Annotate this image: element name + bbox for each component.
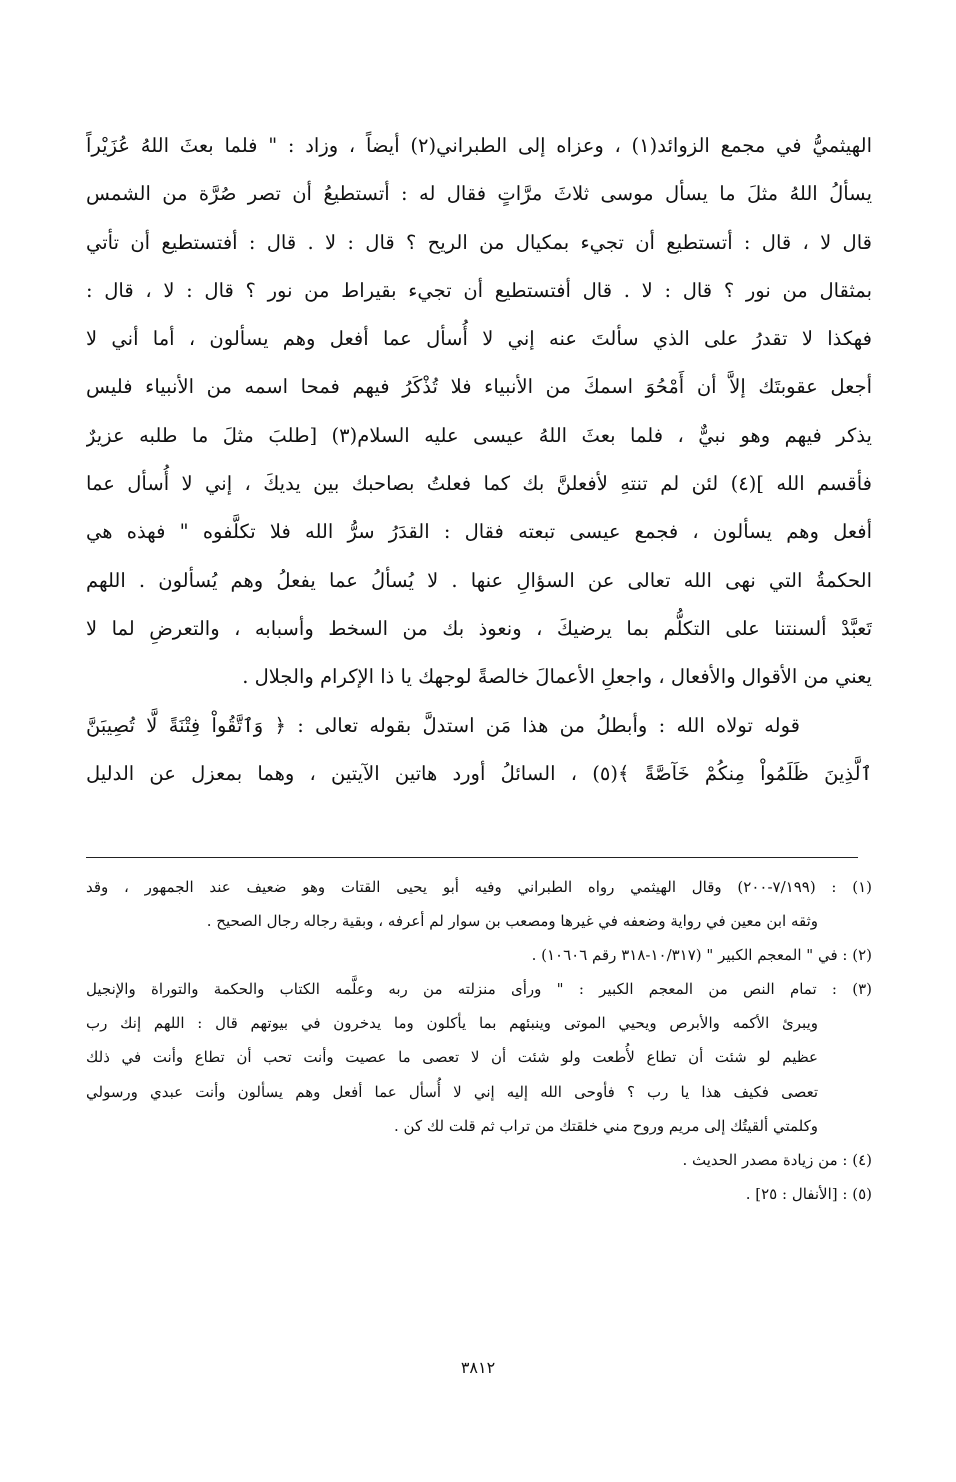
footnote-line: تعصى فكيف هذا يا رب ؟ فأوحى الله إليه إني لا أُسأل عما أفعل وهم يسألون وأنت عبدي ورسولي (86, 1082, 818, 1101)
body-line: يذكر فيهم وهو نبيٌّ ، فلما بعثَ اللهُ عيسى عليه السلام(٣) [طلبَ مثلَ ما طلبه عزيرٌ (86, 423, 872, 447)
footnote-line: عظيم لو شئت أن تطاع لأُطعت ولو شئت أن لا تعصى ما عصيت وأنت تحب أن تطاع وأنت في ذلك (86, 1048, 818, 1067)
body-line: ٱلَّذِينَ ظَلَمُواْ مِنكُمْ خَآصَّةً ﴾(٥) ، السائلُ أورد هاتين الآيتين ، وهما بمعزل عن الدليل (86, 761, 872, 785)
footnote-line: (٢) : في " المعجم الكبير " (١٠/٣١٧-٣١٨ رقم ١٠٦٠٦) . (531, 946, 872, 965)
footnotes-section (86, 870, 872, 1211)
body-line: الحكمةُ التي نهى الله تعالى عن السؤالِ عنها . لا يُسألُ عما يفعلُ وهم يُسألون . اللهم (86, 568, 872, 592)
body-line: الهيثميُّ في مجمع الزوائد(١) ، وعزاه إلى الطبراني(٢) أيضاً ، وزاد : " فلما بعثَ اللهُ عُزَيْراً (86, 134, 872, 157)
body-line: قال لا ، قال : أتستطيع أن تجيء بمكيال من الريح ؟ قال : لا . قال : أفتستطيع أن تأتي (86, 230, 872, 254)
body-line: أفعل وهم يسألون ، فجمع عيسى تبعته فقال : القدَرُ سرُّ الله فلا تكلَّفوه " فهذه هي (86, 520, 872, 544)
body-line: أجعل عقوبتَك إلاَّ أن أَمْحُوَ اسمكَ من الأنبياء فلا تُذْكَرُ فيهم فمحا اسمه من الأنبياء فليس (86, 375, 872, 399)
footnote-line: (١) : (٧/١٩٩-٢٠٠) وقال الهيثمي رواه الطبراني وفيه أبو يحيى القتات وهو ضعيف عند الجمهور ، وقد (86, 878, 872, 896)
body-line: بمثقال من نور ؟ قال : لا . قال أفتستطيع أن تجيء بقيراط من نور ؟ قال : لا ، قال : (86, 278, 872, 302)
body-line: فهكذا لا تقدرُ على الذي سألتَ عنه إني لا أُسأل عما أفعل وهم يسألون ، أما أني لا (86, 327, 872, 351)
footnote-line: وكلمتي ألقيتُك إلى مريم وروح مني خلقتك من تراب ثم قلت لك كن . (394, 1116, 818, 1135)
body-line: تَعبَّدْ ألسنتنا على التكلُّم بما يرضيكَ ، ونعوذ بك من السخط وأسبابه ، والتعرضِ لما لا (86, 616, 872, 640)
footnote-line: (٤) : من زيادة مصدر الحديث . (682, 1150, 872, 1169)
main-body-text (86, 122, 872, 798)
body-line: يسألُ اللهُ مثلَ ما يسأل موسى ثلاثَ مرَّاتٍ فقال له : أتستطيعُ أن تصر صُرَّة من الشمس (86, 182, 872, 206)
page-number: ٣٨١٢ (460, 1358, 496, 1377)
body-line: فأقسم الله ](٤) لئن لم تنتهِ لأفعلنَّ بك كما فعلتُ بصاحبك بين يديكَ ، إني لا أُسأل عما (86, 472, 872, 496)
footnote-line: ويبرئ الأكمه والأبرص ويحيي الموتى وينبئهم بما يأكلون وما يدخرون في بيوتهم قال : اللهم إنك رب (86, 1014, 818, 1033)
footnote-separator (86, 857, 858, 858)
body-line: قوله تولاه الله : وأبطلُ من هذا مَن استدلَّ بقوله تعالى : ﴿ وَٱتَّقُواْ فِتْنَةً لَّا تُصِيبَنَّ (86, 713, 800, 737)
footnote-line: وثقه ابن معين في رواية وضعفه في غيرها ومصعب بن سوار لم أعرفه ، وبقية رجاله رجال الصحيح . (206, 912, 818, 931)
body-line: يعني من الأقوال والأفعال ، واجعلِ الأعمالَ خالصةً لوجهك يا ذا الإكرام والجلال . (242, 665, 872, 689)
footnote-line: (٥) : [الأنفال : ٢٥] . (745, 1184, 872, 1203)
footnote-line: (٣) : تمام النص من المعجم الكبير : " ورأى منزلته من ربه وعلَّمه الكتاب والحكمة والتوراة والإنجيل (86, 980, 872, 999)
